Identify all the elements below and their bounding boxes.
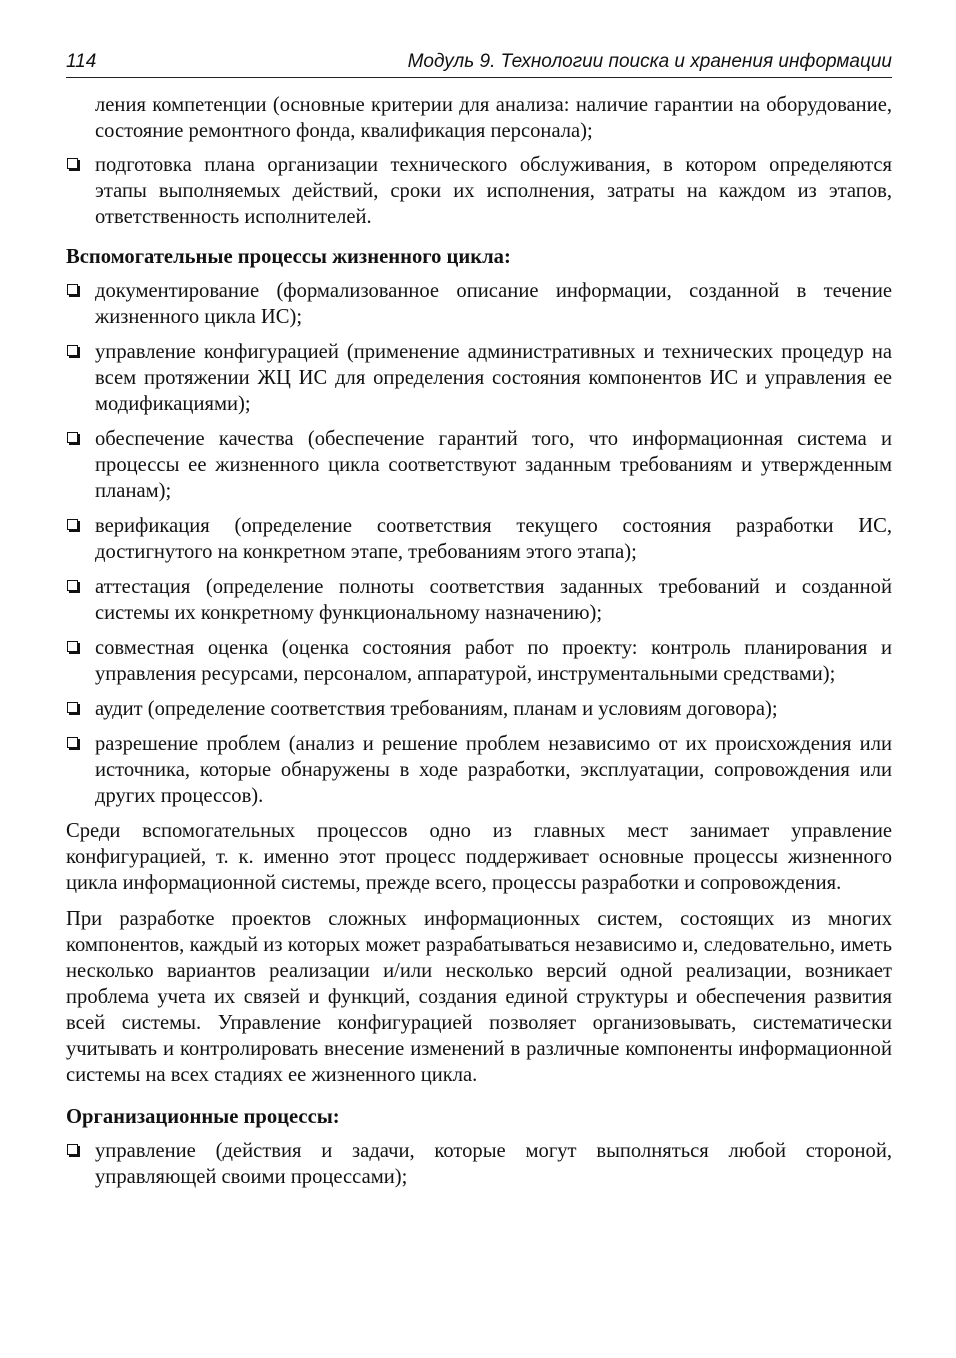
section-heading-support: Вспомогательные процессы жизненного цикла: bbox=[66, 246, 511, 268]
list-item-text: верификация (определение соответствия текущего состояния разработки ИС, достигнутого на конкретном этапе, требованиям этого этапа); bbox=[95, 515, 892, 563]
list-item-text: аттестация (определение полноты соответствия заданных требований и созданной системы их конкретному функциональному назначению); bbox=[95, 576, 892, 624]
list-item bbox=[66, 152, 892, 230]
list-item-text: подготовка плана организации технического обслуживания, в котором определяются этапы выполняемых действий, сроки их исполнения, затраты на каждом из этапов, ответственность исполнителей. bbox=[95, 154, 892, 228]
checkbox-bullet-icon bbox=[67, 432, 78, 443]
checkbox-bullet-icon bbox=[67, 284, 78, 295]
list-item-text: совместная оценка (оценка состояния работ по проекту: контроль планирования и управления ресурсами, персоналом, аппаратурой, инструментальными средствами); bbox=[95, 637, 892, 685]
list-item-text: документирование (формализованное описание информации, созданной в течение жизненного цикла ИС); bbox=[95, 280, 892, 328]
list-item-text: управление конфигурацией (применение административных и технических процедур на всем протяжении ЖЦ ИС для определения состояния компонентов ИС и управления ее модификациями); bbox=[95, 341, 892, 415]
list-item bbox=[66, 635, 892, 687]
list-item bbox=[66, 339, 892, 417]
list-item-text: обеспечение качества (обеспечение гарантий того, что информационная система и процессы ее жизненного цикла соответствуют заданным требованиям и утвержденным планам); bbox=[95, 428, 892, 502]
running-header bbox=[66, 50, 892, 78]
body-paragraph-2: При разработке проектов сложных информационных систем, состоящих из многих компонентов, каждый из которых может разрабатываться независимо и, следовательно, иметь несколько вариантов реализации и/или несколько версий одной реализации, возникает проблема учета их связей и функций, создания единой структуры и обеспечения развития всей системы. Управление конфигурацией позволяет организовывать, систематически учитывать и контролировать внесение изменений в различные компоненты информационной системы на всех стадиях ее жизненного цикла. bbox=[66, 908, 892, 1086]
support-process-list bbox=[66, 278, 892, 809]
body-paragraph-1: Среди вспомогательных процессов одно из главных мест занимает управление конфигурацией, т. к. именно этот процесс поддерживает основные процессы жизненного цикла информационной системы, прежде всего, процессы разработки и сопровождения. bbox=[66, 820, 892, 894]
list-item-text: разрешение проблем (анализ и решение проблем независимо от их происхождения или источника, которые обнаружены в ходе разработки, эксплуатации, сопровождения или других процессов). bbox=[95, 733, 892, 807]
list-item bbox=[66, 1138, 892, 1190]
checkbox-bullet-icon bbox=[67, 158, 78, 169]
list-item bbox=[66, 513, 892, 565]
list-item bbox=[66, 574, 892, 626]
checkbox-bullet-icon bbox=[67, 641, 78, 652]
list-item bbox=[66, 731, 892, 809]
continuation-paragraph: ления компетенции (основные критерии для анализа: наличие гарантии на оборудование, состояние ремонтного фонда, квалификация персонала); bbox=[95, 94, 892, 142]
list-item bbox=[66, 278, 892, 330]
running-title: Модуль 9. Технологии поиска и хранения информации bbox=[407, 51, 892, 72]
checkbox-bullet-icon bbox=[67, 702, 78, 713]
section-heading-org: Организационные процессы: bbox=[66, 1106, 340, 1128]
checkbox-bullet-icon bbox=[67, 1144, 78, 1155]
book-page bbox=[66, 50, 892, 1199]
list-item-text: управление (действия и задачи, которые могут выполняться любой стороной, управляющей своими процессами); bbox=[95, 1140, 892, 1188]
list-item-text: аудит (определение соответствия требованиям, планам и условиям договора); bbox=[95, 698, 778, 720]
top-bullet-list bbox=[66, 152, 892, 230]
checkbox-bullet-icon bbox=[67, 519, 78, 530]
checkbox-bullet-icon bbox=[67, 580, 78, 591]
org-process-list bbox=[66, 1138, 892, 1190]
list-item bbox=[66, 426, 892, 504]
list-item bbox=[66, 696, 892, 722]
checkbox-bullet-icon bbox=[67, 345, 78, 356]
page-body bbox=[66, 92, 892, 1190]
page-number: 114 bbox=[66, 51, 97, 72]
checkbox-bullet-icon bbox=[67, 737, 78, 748]
